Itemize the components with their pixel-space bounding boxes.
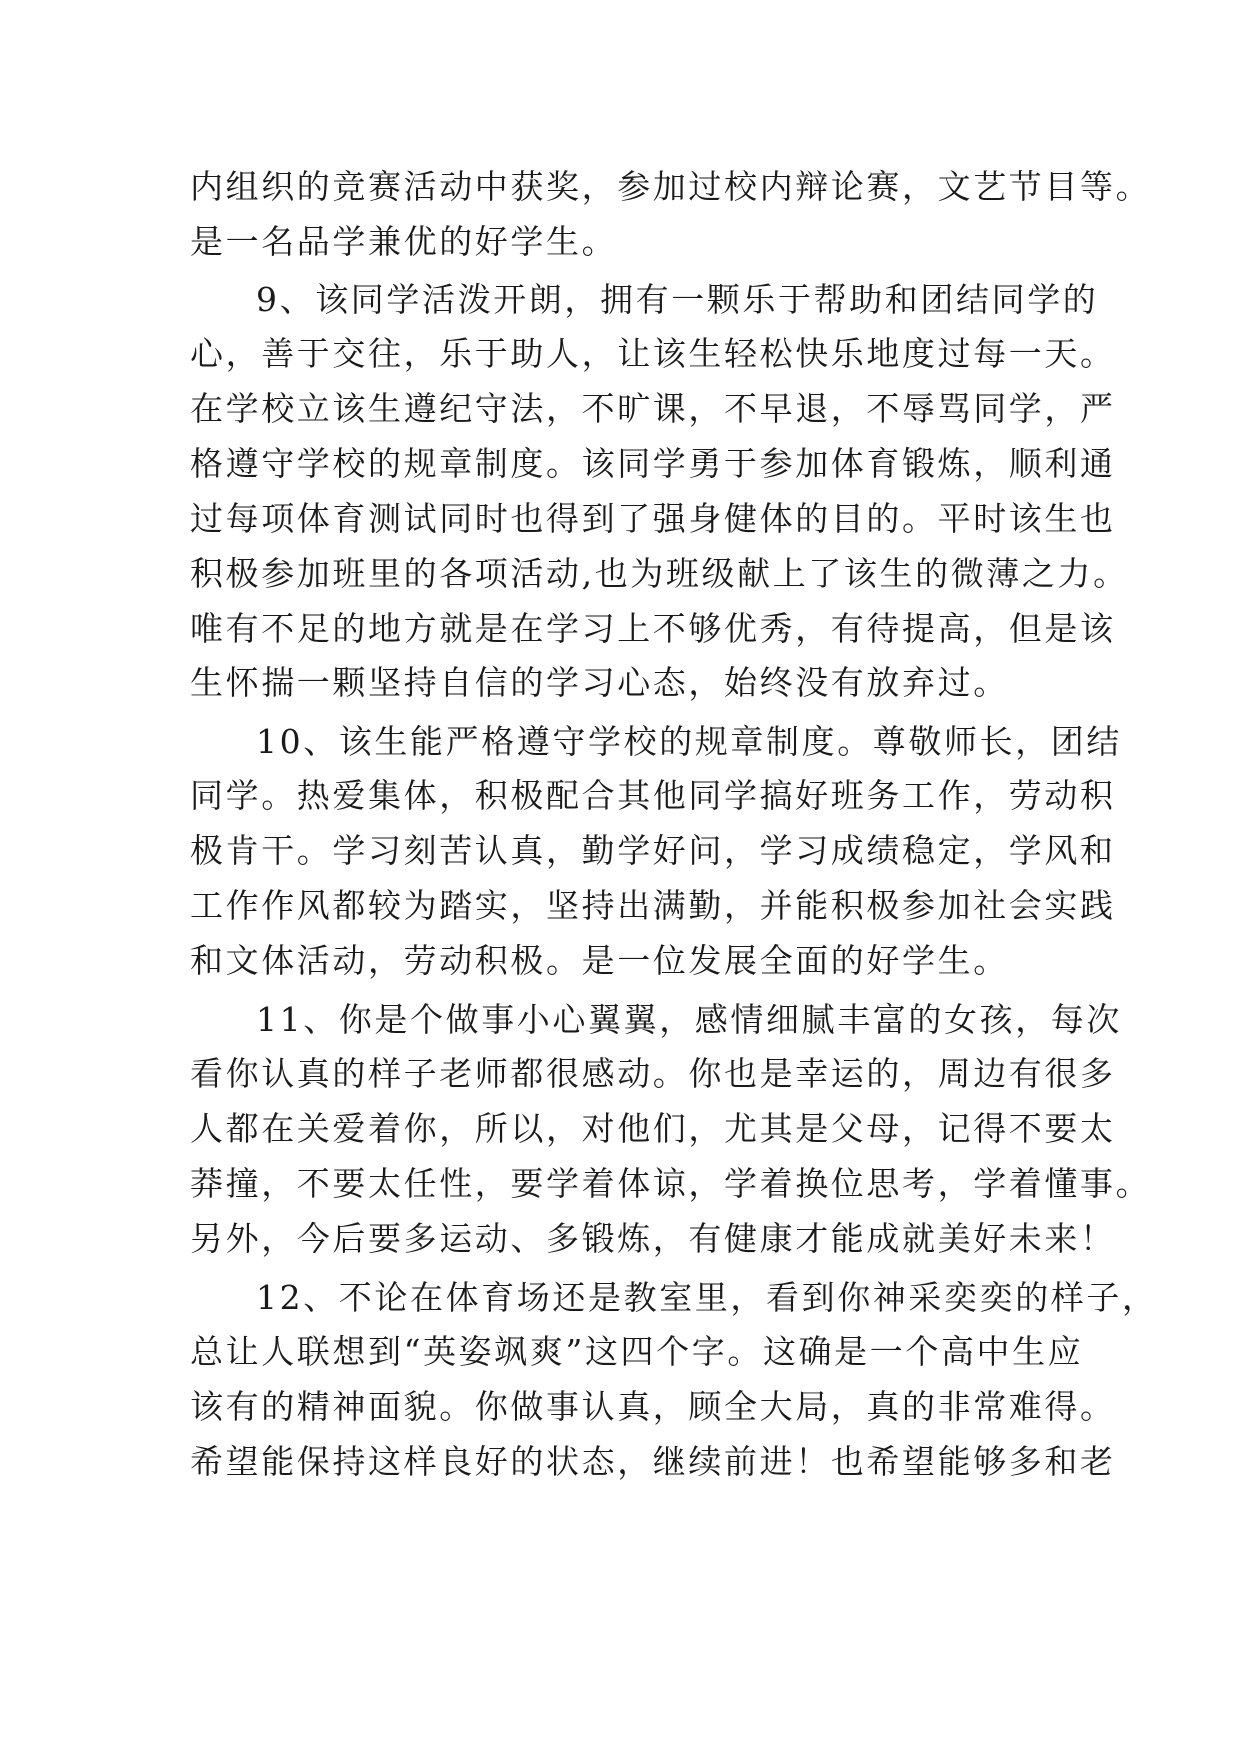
text-line: 过每项体育测试同时也得到了强身健体的目的。平时该生也 (190, 499, 1116, 538)
text-line: 另外，今后要多运动、多锻炼，有健康才能成就美好未来！ (190, 1219, 1116, 1258)
text-line: 总让人联想到“英姿飒爽”这四个字。这确是一个高中生应 (190, 1332, 1084, 1371)
paragraph-10-start: 10、该生能严格遵守学校的规章制度。尊敬师长，团结 (256, 722, 1122, 761)
text-line: 希望能保持这样良好的状态，继续前进！也希望能够多和老 (190, 1442, 1116, 1481)
text-line: 看你认真的样子老师都很感动。你也是幸运的，周边有很多 (190, 1054, 1116, 1093)
text-line: 格遵守学校的规章制度。该同学勇于参加体育锻炼，顺利通 (190, 444, 1116, 483)
text-line: 在学校立该生遵纪守法，不旷课，不早退，不辱骂同学，严 (190, 389, 1116, 428)
text-line: 该有的精神面貌。你做事认真，顾全大局，真的非常难得。 (190, 1387, 1116, 1426)
text-line: 莽撞，不要太任性，要学着体谅，学着换位思考，学着懂事。 (190, 1164, 1152, 1203)
text-line: 人都在关爱着你，所以，对他们，尤其是父母，记得不要太 (190, 1109, 1116, 1148)
text-line: 心，善于交往，乐于助人，让该生轻松快乐地度过每一天。 (190, 334, 1116, 373)
text-line: 工作作风都较为踏实，坚持出满勤，并能积极参加社会实践 (190, 886, 1116, 925)
text-line: 是一名品学兼优的好学生。 (190, 222, 618, 261)
text-line: 内组织的竞赛活动中获奖，参加过校内辩论赛，文艺节目等。 (190, 167, 1152, 206)
text-line: 和文体活动，劳动积极。是一位发展全面的好学生。 (190, 941, 1009, 980)
paragraph-12-start: 12、不论在体育场还是教室里，看到你神采奕奕的样子， (256, 1278, 1158, 1317)
text-line: 积极参加班里的各项活动,也为班级献上了该生的微薄之力。 (190, 554, 1129, 593)
paragraph-9-start: 9、该同学活泼开朗，拥有一颗乐于帮助和团结同学的 (256, 280, 1099, 319)
text-line: 生怀揣一颗坚持自信的学习心态，始终没有放弃过。 (190, 663, 1009, 702)
text-line: 极肯干。学习刻苦认真，勤学好问，学习成绩稳定，学风和 (190, 831, 1116, 870)
text-line: 同学。热爱集体，积极配合其他同学搞好班务工作，劳动积 (190, 776, 1116, 815)
paragraph-11-start: 11、你是个做事小心翼翼，感情细腻丰富的女孩，每次 (256, 1000, 1122, 1039)
text-line: 唯有不足的地方就是在学习上不够优秀，有待提高，但是该 (190, 609, 1116, 648)
